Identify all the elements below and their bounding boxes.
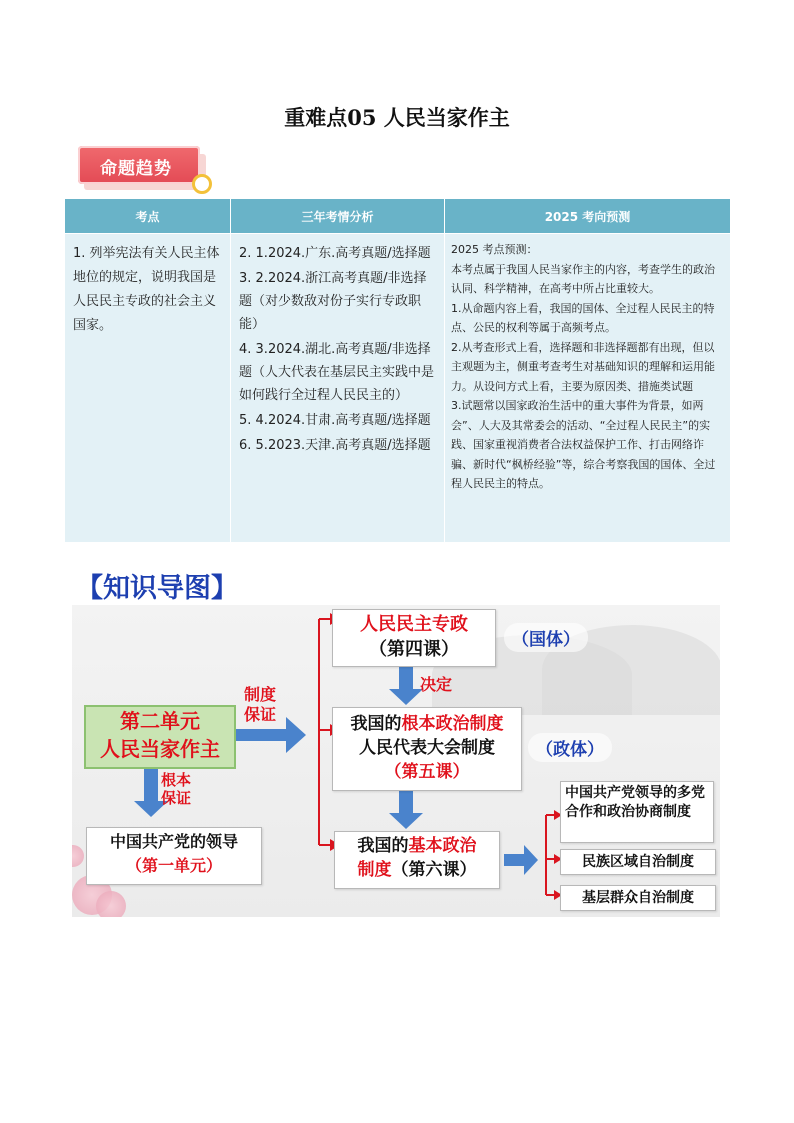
unit-line1: 第二单元: [120, 709, 200, 733]
label-zhidu-2: 保证: [243, 705, 276, 724]
header-forecast: 2025 考向预测: [445, 199, 731, 234]
fundamental-line3: （第五课）: [384, 762, 470, 782]
analysis-item: 6. 5.2023.天津.高考真题/选择题: [239, 438, 431, 453]
forecast-para: 本考点属于我国人民当家作主的内容，考查学生的政治认同、科学精神，在高考中所占比重较大。: [451, 262, 715, 295]
party-line1: 中国共产党的领导: [109, 832, 238, 851]
analysis-cell: [231, 234, 445, 543]
label-zhidu: [240, 685, 280, 725]
dictatorship-line1: 人民民主专政: [360, 614, 468, 635]
table-row: [65, 234, 731, 543]
basic-line2b: （第六课）: [391, 860, 477, 880]
unit-box: [84, 705, 236, 769]
basic-item: 基层群众自治制度: [582, 890, 694, 906]
down-arrow-icon: [389, 789, 423, 829]
badge-label: 命题趋势: [100, 159, 172, 179]
forecast-para: 2025 考点预测：: [451, 243, 538, 256]
basic-pre: 我国的: [357, 836, 409, 856]
fundamental-line2: 人民代表大会制度: [359, 738, 495, 758]
guoti-label: （国体）: [504, 623, 588, 652]
ethnic-autonomy-box: [560, 849, 716, 875]
kaodian-text: 1. 列举宪法有关人民主体地位的规定，说明我国是人民民主专政的社会主义国家。: [73, 246, 220, 333]
label-genben: [156, 771, 196, 807]
header-analysis: 三年考情分析: [231, 199, 445, 234]
basic-system-box: [334, 831, 500, 889]
trend-table: [64, 198, 731, 543]
label-genben-2: 保证: [160, 789, 191, 807]
analysis-item: 4. 3.2024.湖北.高考真题/非选择题（人大代表在基层民主实践中是如何践行全过程人民民主的）: [239, 342, 435, 403]
label-jueding: 决定: [419, 675, 452, 694]
zhengti-label: （政体）: [528, 733, 612, 762]
party-line2: （第一单元）: [125, 856, 222, 875]
forecast-para: 3.试题常以国家政治生活中的重大事件为背景，如两会”、人大及其常委会的活动、“全过程人民民主”的实践、国家重视消费者合法权益保护工作、打击网络诈骗、新时代“枫桥经验”等，综合考察我国的国体、全过程人民民主的特点。: [451, 399, 716, 490]
kaodian-cell: [65, 234, 231, 543]
forecast-cell: [445, 234, 731, 543]
ring-icon: [192, 174, 212, 194]
basic-item: 民族区域自治制度: [582, 854, 694, 870]
fundamental-pre: 我国的: [350, 714, 402, 734]
analysis-item: 3. 2.2024.浙江高考真题/非选择题（对少数敌对份子实行专政职能）: [239, 271, 427, 332]
basic-item: 中国共产党领导的多党合作和政治协商制度: [565, 785, 705, 820]
dictatorship-box: [332, 609, 496, 667]
table-header-row: [65, 199, 731, 234]
basic-line2a: 制度: [357, 860, 392, 880]
right-arrow-icon: [504, 845, 538, 875]
unit-line2: 人民当家作主: [100, 737, 220, 761]
basic-highlight: 基本政治: [408, 836, 477, 856]
label-zhidu-1: 制度: [243, 685, 276, 704]
knowledge-map: [72, 605, 720, 917]
label-genben-1: 根本: [160, 771, 191, 789]
knowledge-map-heading: 【知识导图】: [76, 573, 238, 604]
analysis-item: 5. 4.2024.甘肃.高考真题/选择题: [239, 413, 431, 428]
multi-party-cooperation-box: [560, 781, 714, 843]
grassroots-autonomy-box: [560, 885, 716, 911]
party-leadership-box: [86, 827, 262, 885]
forecast-para: 2.从考查形式上看，选择题和非选择题都有出现，但以主观题为主，侧重考查考生对基础知识的理解和运用能力。从设问方式上看，主要为原因类、措施类试题: [451, 340, 715, 393]
dictatorship-line2: （第四课）: [369, 639, 459, 660]
forecast-para: 1.从命题内容上看，我国的国体、全过程人民民主的特点、公民的权利等属于高频考点。: [451, 301, 715, 334]
fundamental-system-box: [332, 707, 522, 791]
header-kaodian: 考点: [65, 199, 231, 234]
page-title: 重难点05 人民当家作主: [284, 105, 510, 130]
trend-badge: [78, 146, 210, 192]
analysis-item: 2. 1.2024.广东.高考真题/选择题: [239, 246, 431, 261]
fundamental-highlight: 根本政治制度: [401, 714, 504, 734]
